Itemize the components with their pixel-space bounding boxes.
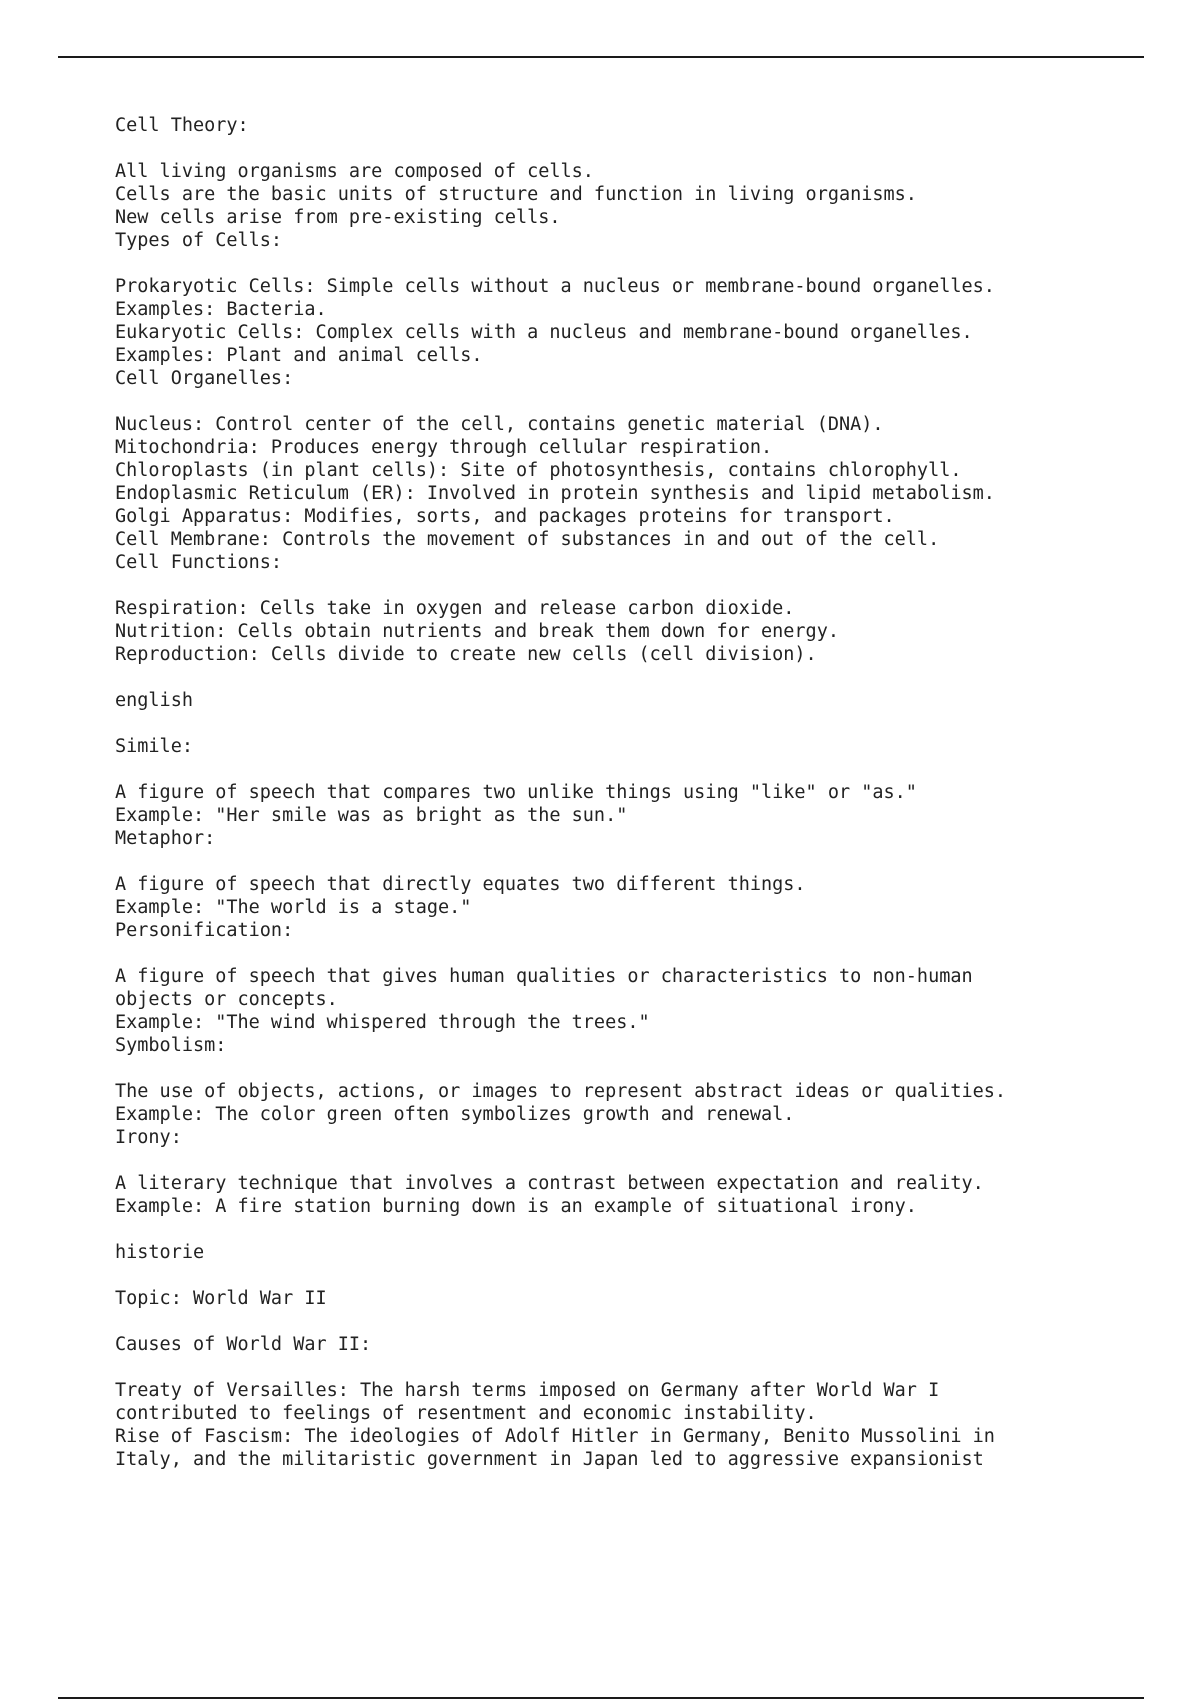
text-line: Causes of World War II: [115, 1334, 372, 1355]
blank-line [115, 1310, 1135, 1333]
text-line: Treaty of Versailles: The harsh terms imposed on Germany after World War I [115, 1380, 940, 1401]
bottom-rule [58, 1697, 1144, 1699]
text-line: Mitochondria: Produces energy through cellular respiration. [115, 437, 773, 458]
text-line: Example: "The world is a stage." [115, 897, 472, 918]
text-line: Personification: [115, 920, 294, 941]
text-line: Prokaryotic Cells: Simple cells without a nucleus or membrane-bound organelles. [115, 276, 995, 297]
blank-line [115, 1218, 1135, 1241]
top-rule [58, 56, 1144, 58]
blank-line [115, 712, 1135, 735]
text-line: Example: "The wind whispered through the trees." [115, 1012, 650, 1033]
text-line: Irony: [115, 1127, 182, 1148]
blank-line [115, 1057, 1135, 1080]
text-line: Example: The color green often symbolizes growth and renewal. [115, 1104, 795, 1125]
text-line: Respiration: Cells take in oxygen and release carbon dioxide. [115, 598, 795, 619]
text-line: Cell Organelles: [115, 368, 294, 389]
text-line: english [115, 690, 193, 711]
blank-line [115, 850, 1135, 873]
text-line: The use of objects, actions, or images to represent abstract ideas or qualities. [115, 1081, 1007, 1102]
text-line: All living organisms are composed of cells. [115, 161, 594, 182]
blank-line [115, 390, 1135, 413]
blank-line [115, 252, 1135, 275]
document-body [115, 114, 1135, 1471]
blank-line [115, 758, 1135, 781]
text-line: Chloroplasts (in plant cells): Site of photosynthesis, contains chlorophyll. [115, 460, 962, 481]
text-line: Nutrition: Cells obtain nutrients and break them down for energy. [115, 621, 839, 642]
blank-line [115, 1356, 1135, 1379]
text-line: Reproduction: Cells divide to create new cells (cell division). [115, 644, 817, 665]
text-line: Cell Theory: [115, 115, 249, 136]
text-line: Golgi Apparatus: Modifies, sorts, and packages proteins for transport. [115, 506, 895, 527]
text-line: Rise of Fascism: The ideologies of Adolf Hitler in Germany, Benito Mussolini in [115, 1426, 995, 1447]
text-line: Cell Functions: [115, 552, 283, 573]
text-line: objects or concepts. [115, 989, 338, 1010]
text-line: Endoplasmic Reticulum (ER): Involved in protein synthesis and lipid metabolism. [115, 483, 995, 504]
text-line: Examples: Plant and animal cells. [115, 345, 483, 366]
blank-line [115, 942, 1135, 965]
text-line: Eukaryotic Cells: Complex cells with a nucleus and membrane-bound organelles. [115, 322, 973, 343]
blank-line [115, 1149, 1135, 1172]
text-line: A figure of speech that gives human qualities or characteristics to non-human [115, 966, 973, 987]
text-line: Symbolism: [115, 1035, 227, 1056]
text-line: Topic: World War II [115, 1288, 327, 1309]
text-line: Examples: Bacteria. [115, 299, 327, 320]
text-line: Italy, and the militaristic government in Japan led to aggressive expansionist [115, 1449, 984, 1470]
blank-line [115, 137, 1135, 160]
text-line: historie [115, 1242, 205, 1263]
text-line: A figure of speech that compares two unlike things using "like" or "as." [115, 782, 917, 803]
text-line: Cells are the basic units of structure and function in living organisms. [115, 184, 917, 205]
text-line: New cells arise from pre-existing cells. [115, 207, 561, 228]
blank-line [115, 1264, 1135, 1287]
blank-line [115, 574, 1135, 597]
text-line: Types of Cells: [115, 230, 283, 251]
text-line: Example: A fire station burning down is an example of situational irony. [115, 1196, 917, 1217]
text-line: Nucleus: Control center of the cell, contains genetic material (DNA). [115, 414, 884, 435]
blank-line [115, 666, 1135, 689]
text-line: Metaphor: [115, 828, 216, 849]
text-line: A figure of speech that directly equates two different things. [115, 874, 806, 895]
text-line: Simile: [115, 736, 193, 757]
text-line: A literary technique that involves a contrast between expectation and reality. [115, 1173, 984, 1194]
text-line: Example: "Her smile was as bright as the sun." [115, 805, 628, 826]
text-line: contributed to feelings of resentment and economic instability. [115, 1403, 817, 1424]
text-line: Cell Membrane: Controls the movement of substances in and out of the cell. [115, 529, 940, 550]
